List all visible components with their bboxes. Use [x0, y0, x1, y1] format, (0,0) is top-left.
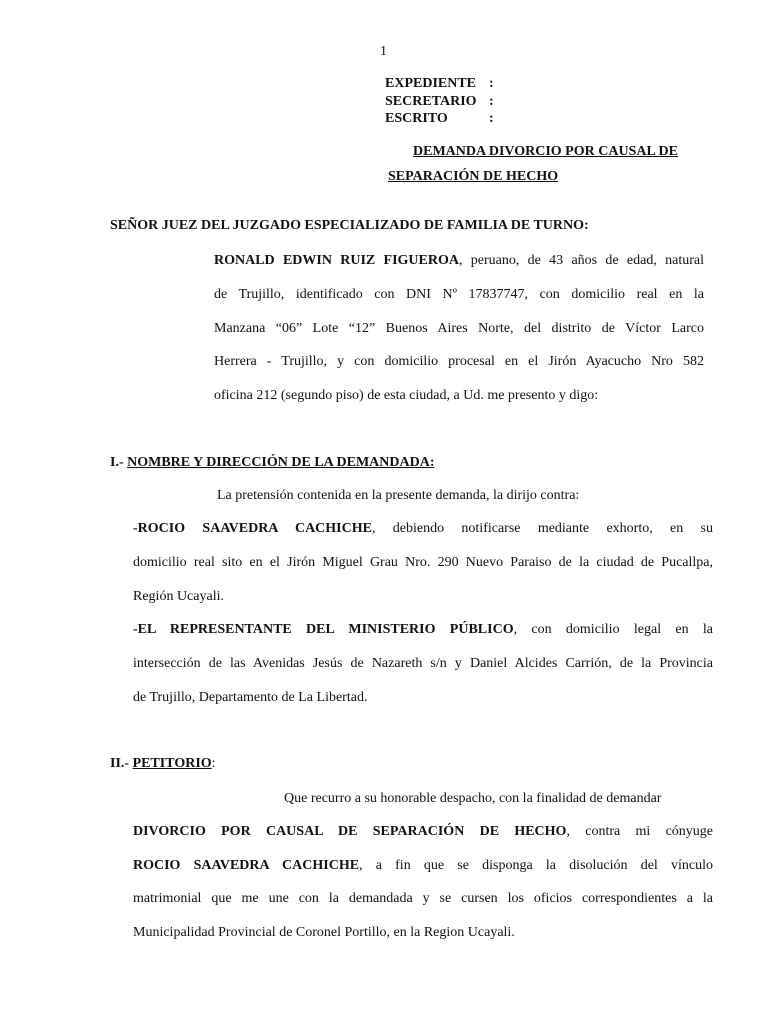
intro-line-1	[214, 253, 704, 269]
colon: :	[489, 94, 494, 109]
page-number: 1	[380, 44, 387, 59]
intro-line-4: Herrera - Trujillo, y con domicilio procesal en el Jirón Ayacucho Nro 582	[214, 354, 704, 369]
title-line-1: DEMANDA DIVORCIO POR CAUSAL DE	[413, 144, 678, 159]
defendant-2-line-2: intersección de las Avenidas Jesús de Nazareth s/n y Daniel Alcides Carrión, de la Provincia	[133, 656, 713, 671]
escrito-line	[385, 111, 494, 127]
section-2-heading	[110, 756, 216, 772]
plaintiff-name: RONALD EDWIN RUIZ FIGUEROA	[214, 253, 459, 268]
intro-text: , peruano, de 43 años de edad, natural	[459, 253, 704, 268]
title-line-2: SEPARACIÓN DE HECHO	[388, 169, 559, 184]
addressee: SEÑOR JUEZ DEL JUZGADO ESPECIALIZADO DE FAMILIA DE TURNO:	[110, 218, 589, 233]
colon: :	[489, 111, 494, 126]
defendant-1-line-1	[133, 521, 713, 537]
petition-text: , a fin que se disponga la disolución del vínculo	[359, 858, 713, 873]
petition-line-1: Que recurro a su honorable despacho, con la finalidad de demandar	[284, 791, 662, 806]
expediente-label: EXPEDIENTE	[385, 76, 477, 91]
section-title: NOMBRE Y DIRECCIÓN DE LA DEMANDADA:	[127, 455, 435, 470]
section-number: II.-	[110, 756, 130, 771]
defendant-2-line-1	[133, 622, 713, 638]
petition-defendant: ROCIO SAAVEDRA CACHICHE	[133, 858, 360, 873]
petition-line-2	[133, 824, 713, 840]
petition-claim: DIVORCIO POR CAUSAL DE SEPARACIÓN DE HECHO	[133, 824, 567, 839]
intro-line-2: de Trujillo, identificado con DNI Nº 17837747, con domicilio real en la	[214, 287, 704, 302]
intro-line-3: Manzana “06” Lote “12” Buenos Aires Norte, del distrito de Víctor Larco	[214, 321, 704, 336]
section-colon: :	[211, 756, 216, 771]
petition-text: , contra mi cónyuge	[566, 824, 713, 839]
petition-line-3	[133, 858, 713, 874]
petition-line-5: Municipalidad Provincial de Coronel Portillo, en la Region Ucayali.	[133, 925, 515, 940]
expediente-line	[385, 76, 494, 92]
secretario-line	[385, 94, 494, 110]
secretario-label: SECRETARIO	[385, 94, 477, 109]
section-title: PETITORIO	[132, 756, 212, 771]
defendant-1-line-2: domicilio real sito en el Jirón Miguel Grau Nro. 290 Nuevo Paraiso de la ciudad de Pucallpa,	[133, 555, 713, 570]
defendant-1-text: , debiendo notificarse mediante exhorto, en su	[371, 521, 714, 536]
defendant-2-name: -EL REPRESENTANTE DEL MINISTERIO PÚBLICO	[133, 622, 514, 637]
section-1-lead: La pretensión contenida en la presente demanda, la dirijo contra:	[217, 488, 580, 503]
colon: :	[489, 76, 494, 91]
defendant-1-name: -ROCIO SAAVEDRA CACHICHE	[133, 521, 372, 536]
section-1-heading	[110, 455, 434, 471]
defendant-2-line-3: de Trujillo, Departamento de La Libertad.	[133, 690, 368, 705]
intro-line-5: oficina 212 (segundo piso) de esta ciudad, a Ud. me presento y digo:	[214, 388, 599, 403]
defendant-2-text: , con domicilio legal en la	[513, 622, 714, 637]
section-number: I.-	[110, 455, 124, 470]
defendant-1-line-3: Región Ucayali.	[133, 589, 224, 604]
escrito-label: ESCRITO	[385, 111, 448, 126]
petition-line-4: matrimonial que me une con la demandada y se cursen los oficios correspondientes a la	[133, 891, 713, 906]
